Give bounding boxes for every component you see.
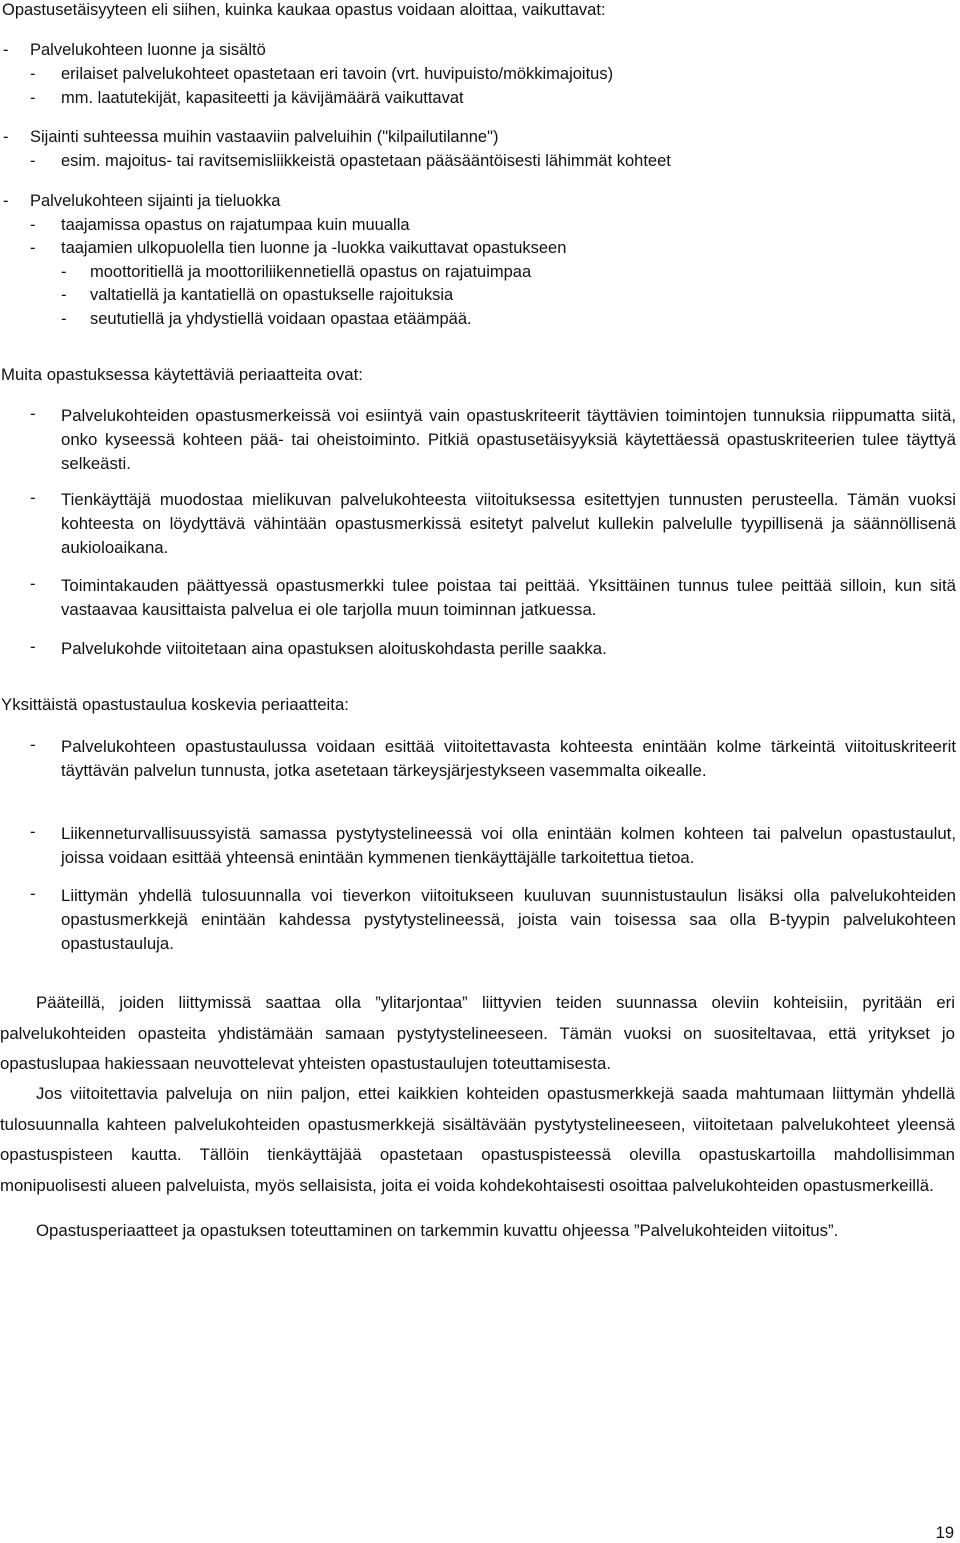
list-item-text: Palvelukohteen sijainti ja tieluokka bbox=[30, 192, 281, 210]
list-item-text: Palvelukohde viitoitetaan aina opastuksen aloituskohdasta perille saakka. bbox=[61, 639, 607, 658]
list-dash: - bbox=[61, 263, 67, 281]
list-item-text: Liittymän yhdellä tulosuunnalla voi tieverkon viitoitukseen kuuluvan suunnistustaulun lisäksi olla palvelukohteiden opastusmerkkejä enintään kahdessa pystytystelineessä, joista vain toisessa saa olla B-tyypin palvelukohteen opastustauluja. bbox=[61, 886, 956, 953]
list-item-text: Sijainti suhteessa muihin vastaaviin palveluihin ("kilpailutilanne") bbox=[30, 128, 499, 146]
list-item-text: mm. laatutekijät, kapasiteetti ja kävijämäärä vaikuttavat bbox=[61, 89, 464, 107]
list-item-text: Palvelukohteen opastustaulussa voidaan esittää viitoitettavasta kohteesta enintään kolme tärkeintä viitoituskriteerit täyttävän palvelun tunnusta, jotka asetetaan tärkeysjärjestykseen vasemmalta oikealle. bbox=[61, 737, 956, 780]
page-number: 19 bbox=[935, 1524, 954, 1542]
list-dash: - bbox=[30, 735, 36, 754]
list-dash: - bbox=[30, 574, 36, 593]
list-item-text: seututiellä ja yhdystiellä voidaan opastaa etäämpää. bbox=[90, 310, 472, 328]
board-heading: Yksittäistä opastustaulua koskevia periaatteita: bbox=[1, 695, 349, 714]
list-item-text: Liikenneturvallisuussyistä samassa pystytystelineessä voi olla enintään kolmen kohteen tai palvelun opastustaulut, joissa voidaan esittää yhteensä enintään kymmenen tienkäyttäjälle tarkoitettua tietoa. bbox=[61, 824, 956, 867]
intro-heading: Opastusetäisyyteen eli siihen, kuinka kaukaa opastus voidaan aloittaa, vaikuttavat: bbox=[2, 1, 606, 19]
list-item-text: Toimintakauden päättyessä opastusmerkki tulee poistaa tai peittää. Yksittäinen tunnus tulee peittää silloin, kun sitä vastaavaa kausittaista palvelua ei ole tarjolla muun toiminnan jatkuessa. bbox=[61, 576, 956, 619]
list-item-text: erilaiset palvelukohteet opastetaan eri tavoin (vrt. huvipuisto/mökkimajoitus) bbox=[61, 65, 614, 83]
list-dash: - bbox=[3, 192, 9, 210]
list-item-text: Tienkäyttäjä muodostaa mielikuvan palvelukohteesta viitoituksessa esitettyjen tunnusten perusteella. Tämän vuoksi kohteesta on löydyttävä vähintään opastusmerkissä esitetyt palvelut kullekin palvelulle tyypillisenä ja säännöllisenä aukioloaikana. bbox=[61, 490, 956, 557]
list-dash: - bbox=[30, 65, 36, 83]
body-paragraph: Opastusperiaatteet ja opastuksen toteuttaminen on tarkemmin kuvattu ohjeessa ”Palvelukohteiden viitoitus”. bbox=[36, 1221, 839, 1240]
list-item-text: valtatiellä ja kantatiellä on opastukselle rajoituksia bbox=[90, 286, 454, 304]
list-dash: - bbox=[3, 128, 9, 146]
list-dash: - bbox=[30, 89, 36, 107]
list-dash: - bbox=[30, 822, 36, 841]
list-item-text: Palvelukohteiden opastusmerkeissä voi esiintyä vain opastuskriteerit täyttävien toimintojen tunnuksia riippumatta siitä, onko kyseessä kohteen pää- tai oheistoiminto. Pitkiä opastusetäisyyksiä käytettäessä opastuskriteerien tulee täyttyä selkeästi. bbox=[61, 406, 956, 473]
list-item-text: taajamien ulkopuolella tien luonne ja -luokka vaikuttavat opastukseen bbox=[61, 239, 567, 257]
list-item-text: Palvelukohteen luonne ja sisältö bbox=[30, 41, 266, 59]
list-dash: - bbox=[30, 637, 36, 656]
list-dash: - bbox=[30, 488, 36, 507]
list-dash: - bbox=[3, 41, 9, 59]
list-dash: - bbox=[30, 404, 36, 423]
body-paragraph: Pääteillä, joiden liittymissä saattaa olla ”ylitarjontaa” liittyvien teiden suunnassa oleviin kohteisiin, pyritään eri palvelukohteiden opasteita yhdistämään samaan pystytystelineeseen. Tämän vuoksi on suositeltavaa, että yritykset jo opastuslupaa hakiessaan neuvottelevat yhteisten opastustaulujen toteuttamisesta. bbox=[0, 993, 955, 1073]
principles-heading: Muita opastuksessa käytettäviä periaatteita ovat: bbox=[1, 365, 363, 384]
list-dash: - bbox=[30, 152, 36, 170]
list-item-text: esim. majoitus- tai ravitsemisliikkeistä opastetaan pääsääntöisesti lähimmät kohteet bbox=[61, 152, 671, 170]
list-dash: - bbox=[30, 216, 36, 234]
body-paragraph: Jos viitoitettavia palveluja on niin paljon, ettei kaikkien kohteiden opastusmerkkejä saada mahtumaan liittymän yhdellä tulosuunnalla kahteen palvelukohteiden opastusmerkkejä sisältävään pystytystelineeseen, viitoitetaan palvelukohteet yleensä opastuspisteen kautta. Tällöin tienkäyttäjää opastetaan opastuspisteessä olevilla opastuskartoilla mahdollisimman monipuolisesti alueen palveluista, myös sellaisista, joita ei voida kohdekohtaisesti osoittaa palvelukohteiden opastusmerkeillä. bbox=[0, 1084, 955, 1195]
list-dash: - bbox=[30, 239, 36, 257]
list-dash: - bbox=[61, 286, 67, 304]
list-dash: - bbox=[61, 310, 67, 328]
list-item-text: moottoritiellä ja moottoriliikennetiellä opastus on rajatuimpaa bbox=[90, 263, 532, 281]
list-dash: - bbox=[30, 884, 36, 903]
list-item-text: taajamissa opastus on rajatumpaa kuin muualla bbox=[61, 216, 410, 234]
